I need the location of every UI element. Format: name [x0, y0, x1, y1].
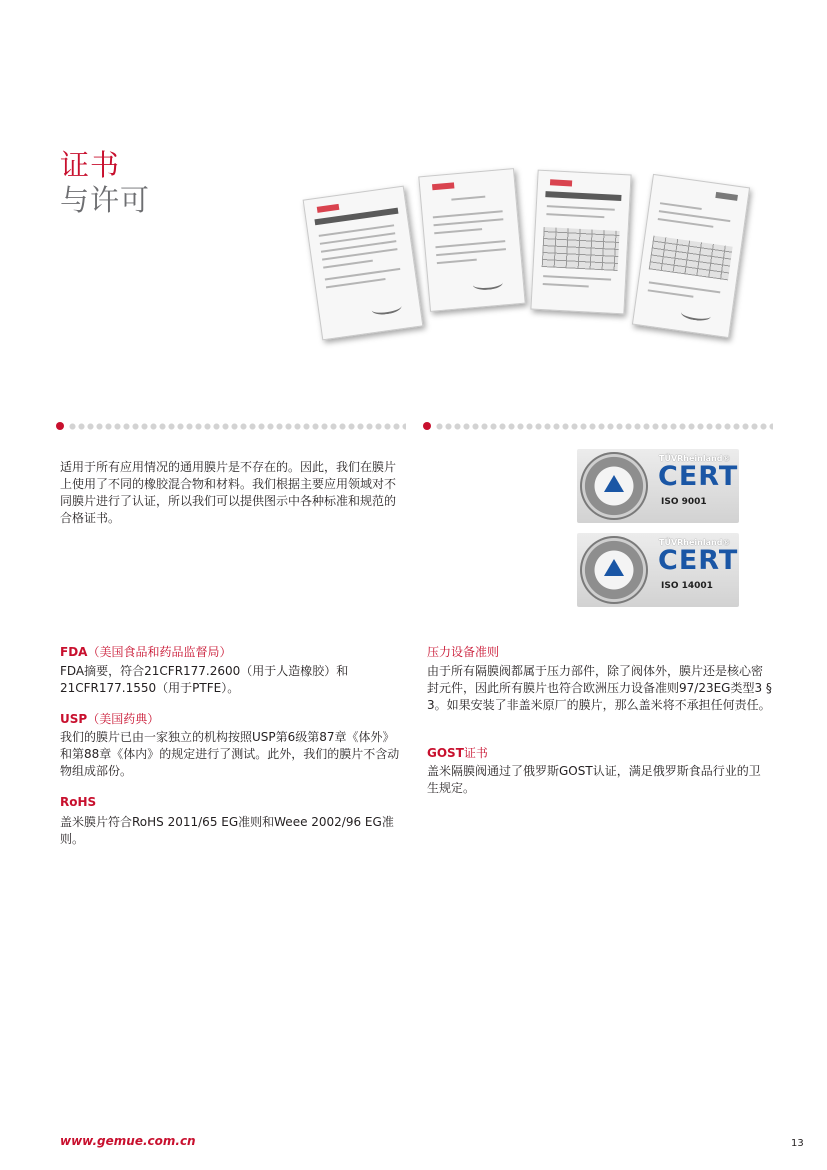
fda-text: FDA摘要，符合21CFR177.2600（用于人造橡胶）和21CFR177.1550（用于PTFE）。 — [60, 664, 349, 695]
fda-heading — [60, 643, 231, 660]
page-title: 证书 — [60, 148, 121, 182]
badge-mark: CERT — [658, 461, 739, 492]
badge-brand: TÜVRheinland® — [659, 538, 731, 547]
fda-name: FDA — [60, 645, 88, 659]
certificates-photo — [298, 150, 768, 360]
badge-brand: TÜVRheinland® — [659, 454, 731, 463]
certificate-document — [632, 174, 750, 338]
red-dot-icon — [56, 422, 64, 430]
usp-text: 我们的膜片已由一家独立的机构按照USP第6级第87章《体外》和第88章《体内》的规定进行了测试。此外，我们的膜片不含动物组成部份。 — [60, 730, 400, 778]
gost-text: 盖米隔膜阀通过了俄罗斯GOST认证，满足俄罗斯食品行业的卫生规定。 — [427, 764, 761, 795]
certificate-document — [418, 168, 525, 312]
section-divider — [423, 422, 773, 430]
usp-heading — [60, 710, 159, 727]
footer-url-link[interactable]: www.gemue.com.cn — [60, 1134, 196, 1148]
page-subtitle: 与许可 — [60, 183, 151, 217]
gost-subtitle: 证书 — [463, 746, 488, 760]
badge-standard: ISO 14001 — [661, 581, 713, 591]
ped-text: 由于所有隔膜阀都属于压力部件，除了阀体外，膜片还是核心密封元件，因此所有膜片也符合欧洲压力设备准则97/23EG类型3 § 3。如果安装了非盖米原厂的膜片，那么盖米将不承担任何责任。 — [427, 664, 772, 712]
tuv-seal-icon — [580, 536, 648, 604]
tuv-cert-badge-iso14001 — [577, 533, 739, 607]
usp-subtitle: （美国药典） — [87, 712, 160, 726]
tuv-seal-icon — [580, 452, 648, 520]
fda-subtitle: （美国食品和药品监督局） — [87, 645, 232, 659]
rohs-heading: RoHS — [60, 795, 97, 809]
certificate-document — [303, 186, 424, 341]
section-divider — [56, 422, 406, 430]
certificate-document — [530, 170, 631, 315]
tuv-cert-badge-iso9001 — [577, 449, 739, 523]
badge-standard: ISO 9001 — [661, 497, 707, 507]
red-dot-icon — [423, 422, 431, 430]
rohs-text: 盖米膜片符合RoHS 2011/65 EG准则和Weee 2002/96 EG准则。 — [60, 815, 394, 846]
page-number: 13 — [791, 1138, 804, 1149]
intro-paragraph: 适用于所有应用情况的通用膜片是不存在的。因此，我们在膜片上使用了不同的橡胶混合物和材料。我们根据主要应用领域对不同膜片进行了认证，所以我们可以提供图示中各种标准和规范的合格证书。 — [60, 460, 397, 525]
badge-mark: CERT — [658, 545, 739, 576]
gost-heading — [427, 744, 488, 761]
usp-name: USP — [60, 712, 88, 726]
ped-heading: 压力设备准则 — [427, 645, 500, 659]
gost-name: GOST — [427, 746, 464, 760]
